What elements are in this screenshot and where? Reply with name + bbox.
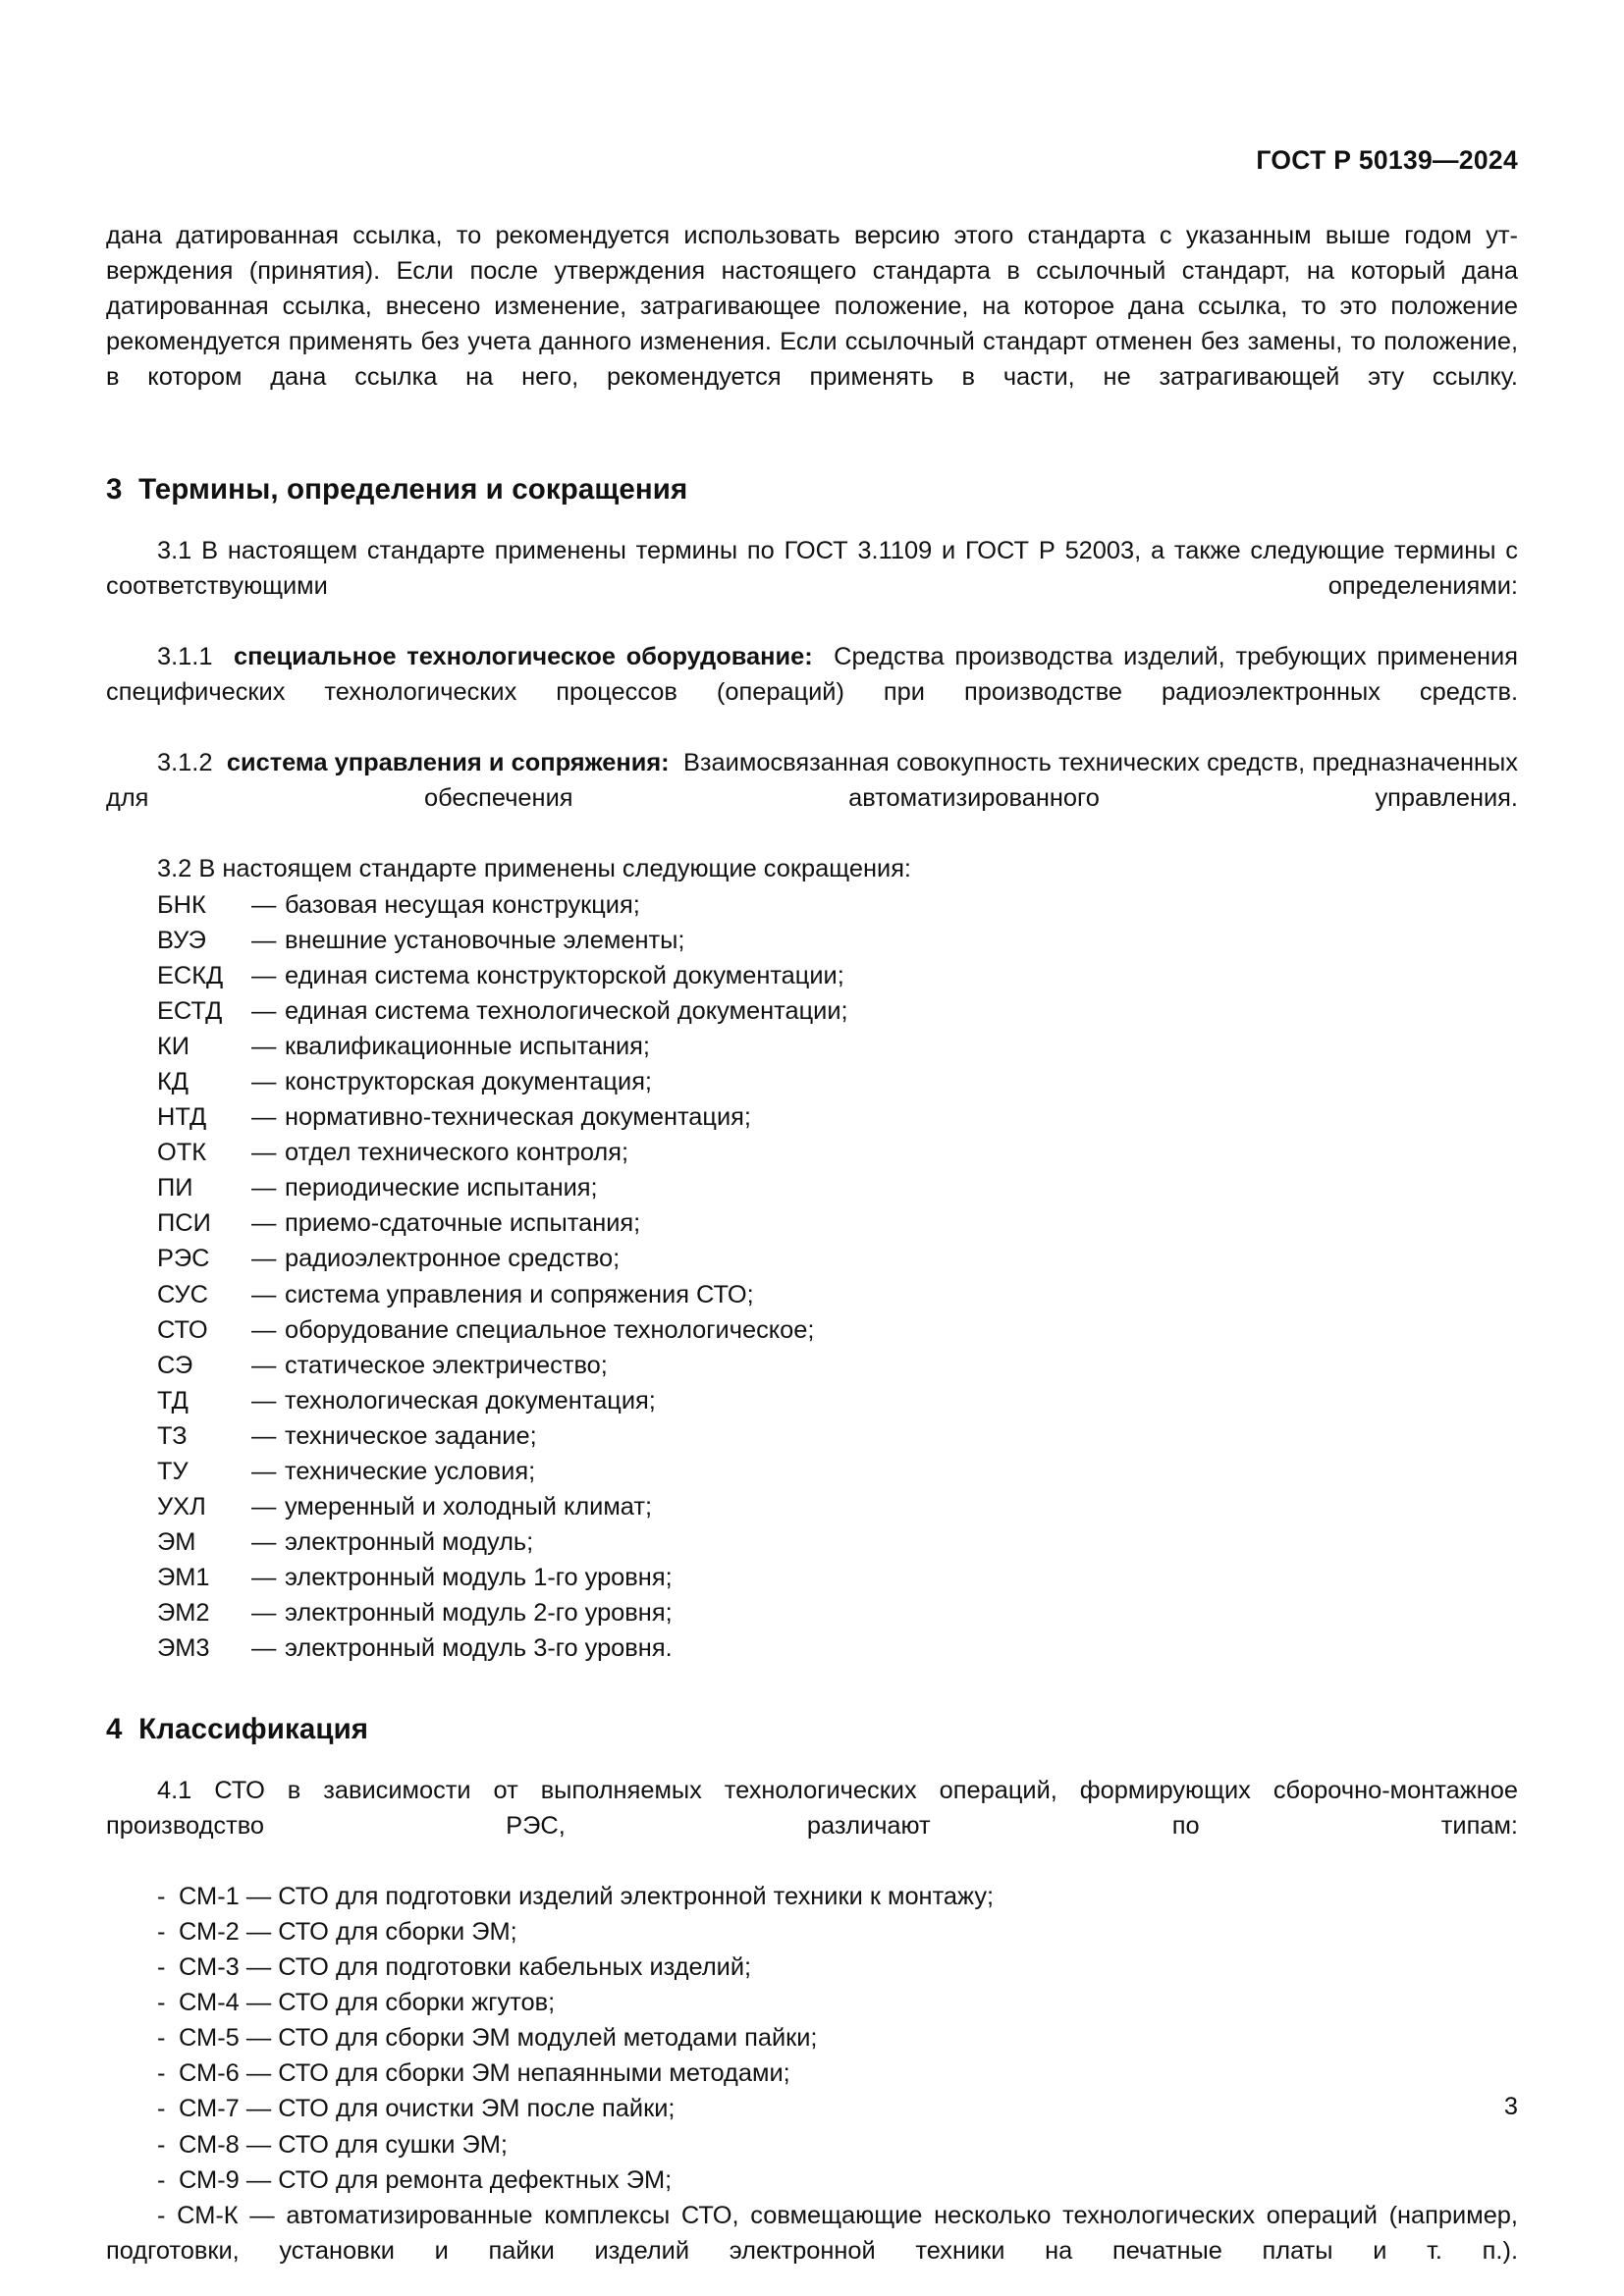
- paragraph-3-2: 3.2 В настоящем стандарте применены следующие сокращения:: [157, 855, 911, 883]
- abbreviation-row: [106, 1135, 1518, 1170]
- abbreviation-dash: —: [251, 1139, 277, 1167]
- abbreviation-dash: —: [251, 890, 277, 919]
- abbreviation-value: электронный модуль 3-го уровня.: [285, 1634, 673, 1663]
- abbreviation-row: [106, 1383, 1518, 1418]
- section-3-title: Термины, определения и сокращения: [138, 472, 688, 506]
- abbreviation-dash: —: [251, 1599, 277, 1628]
- definition-3-1-1: Средства производства изделий, требующих применения специфических технологических процессов (операций) при производстве радиоэлектронных средств.: [106, 642, 1518, 706]
- section-4-title: Классификация: [138, 1712, 369, 1745]
- text-column: [106, 218, 1518, 2296]
- abbreviation-value: оборудование специальное технологическое;: [285, 1315, 815, 1344]
- list-item-text: СМ-9 — СТО для ремонта дефектных ЭМ;: [179, 2165, 673, 2194]
- list-item: [106, 2056, 1518, 2091]
- list-item-text: СМ-2 — СТО для сборки ЭМ;: [179, 1917, 517, 1946]
- abbreviation-dash: —: [251, 1386, 277, 1415]
- abbreviation-row: [106, 1205, 1518, 1241]
- list-item-text: СМ-3 — СТО для подготовки кабельных изделий;: [179, 1953, 752, 1982]
- abbreviation-value: периодические испытания;: [285, 1174, 598, 1202]
- abbreviation-value: система управления и сопряжения СТО;: [285, 1280, 754, 1308]
- abbreviation-dash: —: [251, 996, 277, 1025]
- paragraph-3-1-2: [106, 745, 1518, 851]
- intro-paragraph: дана датированная ссылка, то рекомендуется использовать версию этого стандарта с указанным выше годом утверждения (принятия). Если после утверждения настоящего стандарта в ссылочный стандарт, на который дана датированная ссылка, внесено изменение, затрагивающее положение, на которое дана ссылка, то это положение рекомендуется применять без учета данного изменения. Если ссылочный стандарт отменен без замены, то положение, в котором дана ссылка на него, рекомендуется применять в части, не затрагивающей эту ссылку.: [106, 222, 1518, 392]
- abbreviation-value: электронный модуль 2-го уровня;: [285, 1599, 673, 1628]
- abbreviation-key: ТЗ: [157, 1421, 188, 1450]
- list-item: [106, 2091, 1518, 2126]
- bullet-mark: -: [157, 1953, 166, 1982]
- abbreviation-row: [106, 1595, 1518, 1630]
- abbreviation-dash: —: [251, 1458, 277, 1485]
- abbreviation-row: [106, 1524, 1518, 1560]
- list-item-text: СМ-1 — СТО для подготовки изделий электронной техники к монтажу;: [179, 1882, 995, 1910]
- list-item-text: СМ-6 — СТО для сборки ЭМ непаянными методами;: [179, 2059, 790, 2088]
- abbreviation-key: ЭМ2: [157, 1599, 210, 1628]
- bullet-mark: -: [157, 2165, 166, 2194]
- abbreviation-dash: —: [251, 1067, 277, 1095]
- paragraph-3-1-1-number: 3.1.1: [157, 642, 213, 670]
- abbreviation-value: единая система конструкторской документации;: [285, 961, 844, 989]
- abbreviation-dash: —: [251, 1209, 277, 1238]
- abbreviation-value: единая система технологической документации;: [285, 996, 848, 1025]
- bullet-mark: -: [157, 2130, 166, 2159]
- abbreviation-key: СУС: [157, 1280, 208, 1308]
- running-header-standard-ref: ГОСТ Р 50139—2024: [1256, 145, 1518, 175]
- section-3-number: 3: [106, 472, 123, 506]
- list-item: [106, 1879, 1518, 1914]
- abbreviation-dash: —: [251, 1634, 277, 1663]
- abbreviation-row: [106, 1348, 1518, 1383]
- abbreviation-key: ПИ: [157, 1174, 193, 1202]
- abbreviation-dash: —: [251, 1564, 277, 1592]
- abbreviation-row: [106, 1241, 1518, 1276]
- spacer: [106, 507, 1518, 533]
- abbreviation-dash: —: [251, 1493, 277, 1522]
- abbreviation-row: [106, 1630, 1518, 1666]
- abbreviation-value: технологическая документация;: [285, 1386, 656, 1415]
- paragraph-3-1-2-number: 3.1.2: [157, 749, 213, 777]
- abbreviation-value: конструкторская документация;: [285, 1067, 652, 1095]
- abbreviation-key: ВУЭ: [157, 926, 206, 954]
- bullet-mark: -: [157, 1917, 166, 1946]
- abbreviation-key: ЕСТД: [157, 996, 223, 1025]
- abbreviation-key: ЭМ1: [157, 1564, 210, 1592]
- abbreviation-value: внешние установочные элементы;: [285, 926, 685, 954]
- abbreviation-row: [106, 923, 1518, 958]
- term-control-and-interface-system: система управления и сопряжения:: [226, 749, 670, 777]
- abbreviation-key: УХЛ: [157, 1493, 206, 1522]
- abbreviation-key: ПСИ: [157, 1209, 211, 1238]
- abbreviation-key: ЭМ: [157, 1528, 196, 1557]
- abbreviation-dash: —: [251, 926, 277, 954]
- abbreviation-key: ОТК: [157, 1139, 207, 1167]
- abbreviation-dash: —: [251, 1315, 277, 1344]
- abbreviation-key: КИ: [157, 1032, 190, 1060]
- abbreviation-value: нормативно-техническая документация;: [285, 1103, 751, 1132]
- sto-types-list: [106, 1879, 1518, 2198]
- abbreviation-row: [106, 1029, 1518, 1064]
- abbreviation-dash: —: [251, 1245, 277, 1273]
- abbreviation-key: ТУ: [157, 1458, 189, 1485]
- list-item: [106, 2163, 1518, 2198]
- list-item: [106, 1949, 1518, 1985]
- abbreviation-value: технические условия;: [285, 1458, 536, 1485]
- abbreviation-key: КД: [157, 1067, 189, 1095]
- abbreviation-key: НТД: [157, 1103, 207, 1132]
- list-item: [106, 2127, 1518, 2163]
- abbreviation-dash: —: [251, 1103, 277, 1132]
- abbreviation-key: СТО: [157, 1315, 208, 1344]
- abbreviation-key: ТД: [157, 1386, 189, 1415]
- abbreviation-value: квалификационные испытания;: [285, 1032, 650, 1060]
- abbreviation-dash: —: [251, 1351, 277, 1379]
- abbreviation-row: [106, 1277, 1518, 1312]
- abbreviation-value: электронный модуль;: [285, 1528, 534, 1557]
- list-item-sm-k: - СМ-К — автоматизированные комплексы СТО, совмещающие несколько технологических операций (например, подготовки, установки и пайки изделий электронной техники на печатные платы и т. п.).: [106, 2201, 1518, 2265]
- page-number: 3: [1503, 2093, 1518, 2120]
- section-heading-4: [106, 1712, 1518, 1747]
- list-item: [106, 1985, 1518, 2020]
- abbreviation-value: радиоэлектронное средство;: [285, 1245, 621, 1273]
- bullet-mark: -: [157, 1882, 166, 1910]
- abbreviation-key: БНК: [157, 890, 206, 919]
- paragraph-3-1: 3.1 В настоящем стандарте применены термины по ГОСТ 3.1109 и ГОСТ Р 52003, а также следующие термины с соответствующими определениями:: [106, 536, 1518, 600]
- bullet-mark: -: [157, 2059, 166, 2088]
- list-item-text: СМ-5 — СТО для сборки ЭМ модулей методами пайки;: [179, 2024, 818, 2053]
- definition-3-1-2: Взаимосвязанная совокупность технических средств, предназначенных для обеспечения автоматизированного управления.: [106, 749, 1518, 813]
- paragraph-3-1-1: [106, 639, 1518, 745]
- abbreviation-key: ЭМ3: [157, 1634, 210, 1663]
- list-item: [106, 1914, 1518, 1949]
- abbreviation-row: [106, 1170, 1518, 1205]
- abbreviation-row: [106, 993, 1518, 1029]
- abbreviation-row: [106, 1454, 1518, 1489]
- section-heading-3: [106, 472, 1518, 507]
- abbreviation-row: [106, 1418, 1518, 1454]
- bullet-mark: -: [157, 2024, 166, 2053]
- abbreviation-row: [106, 1064, 1518, 1099]
- list-item-text: СМ-4 — СТО для сборки жгутов;: [179, 1989, 556, 2017]
- abbreviation-dash: —: [251, 1528, 277, 1557]
- abbreviation-row: [106, 958, 1518, 993]
- abbreviation-value: умеренный и холодный климат;: [285, 1493, 653, 1522]
- abbreviation-dash: —: [251, 1280, 277, 1308]
- abbreviation-key: ЕСКД: [157, 961, 224, 989]
- abbreviation-row: [106, 1099, 1518, 1135]
- paragraph-4-1: 4.1 СТО в зависимости от выполняемых технологических операций, формирующих сборочно-монтажное производство РЭС, различают по типам:: [106, 1776, 1518, 1840]
- abbreviation-value: отдел технического контроля;: [285, 1139, 629, 1167]
- abbreviation-row: [106, 1560, 1518, 1595]
- term-special-technological-equipment: специальное технологическое оборудование:: [233, 642, 813, 670]
- abbreviation-dash: —: [251, 1032, 277, 1060]
- abbreviation-value: приемо-сдаточные испытания;: [285, 1209, 641, 1238]
- abbreviation-value: электронный модуль 1-го уровня;: [285, 1564, 673, 1592]
- abbreviation-row: [106, 1312, 1518, 1348]
- abbreviation-value: техническое задание;: [285, 1421, 537, 1450]
- spacer: [106, 431, 1518, 472]
- abbreviation-dash: —: [251, 961, 277, 989]
- abbreviations-list: [106, 887, 1518, 1667]
- list-item: [106, 2020, 1518, 2056]
- abbreviation-row: [106, 887, 1518, 923]
- bullet-mark: -: [157, 1989, 166, 2017]
- abbreviation-key: РЭС: [157, 1245, 210, 1273]
- abbreviation-value: базовая несущая конструкция;: [285, 890, 640, 919]
- abbreviation-value: статическое электричество;: [285, 1351, 608, 1379]
- spacer: [106, 1667, 1518, 1712]
- abbreviation-row: [106, 1489, 1518, 1524]
- list-item-text: СМ-7 — СТО для очистки ЭМ после пайки;: [179, 2095, 676, 2123]
- abbreviation-dash: —: [251, 1421, 277, 1450]
- bullet-mark: -: [157, 2095, 166, 2123]
- list-item-text: СМ-8 — СТО для сушки ЭМ;: [179, 2130, 508, 2159]
- abbreviation-key: СЭ: [157, 1351, 193, 1379]
- spacer: [106, 1747, 1518, 1773]
- abbreviation-dash: —: [251, 1174, 277, 1202]
- section-4-number: 4: [106, 1712, 123, 1745]
